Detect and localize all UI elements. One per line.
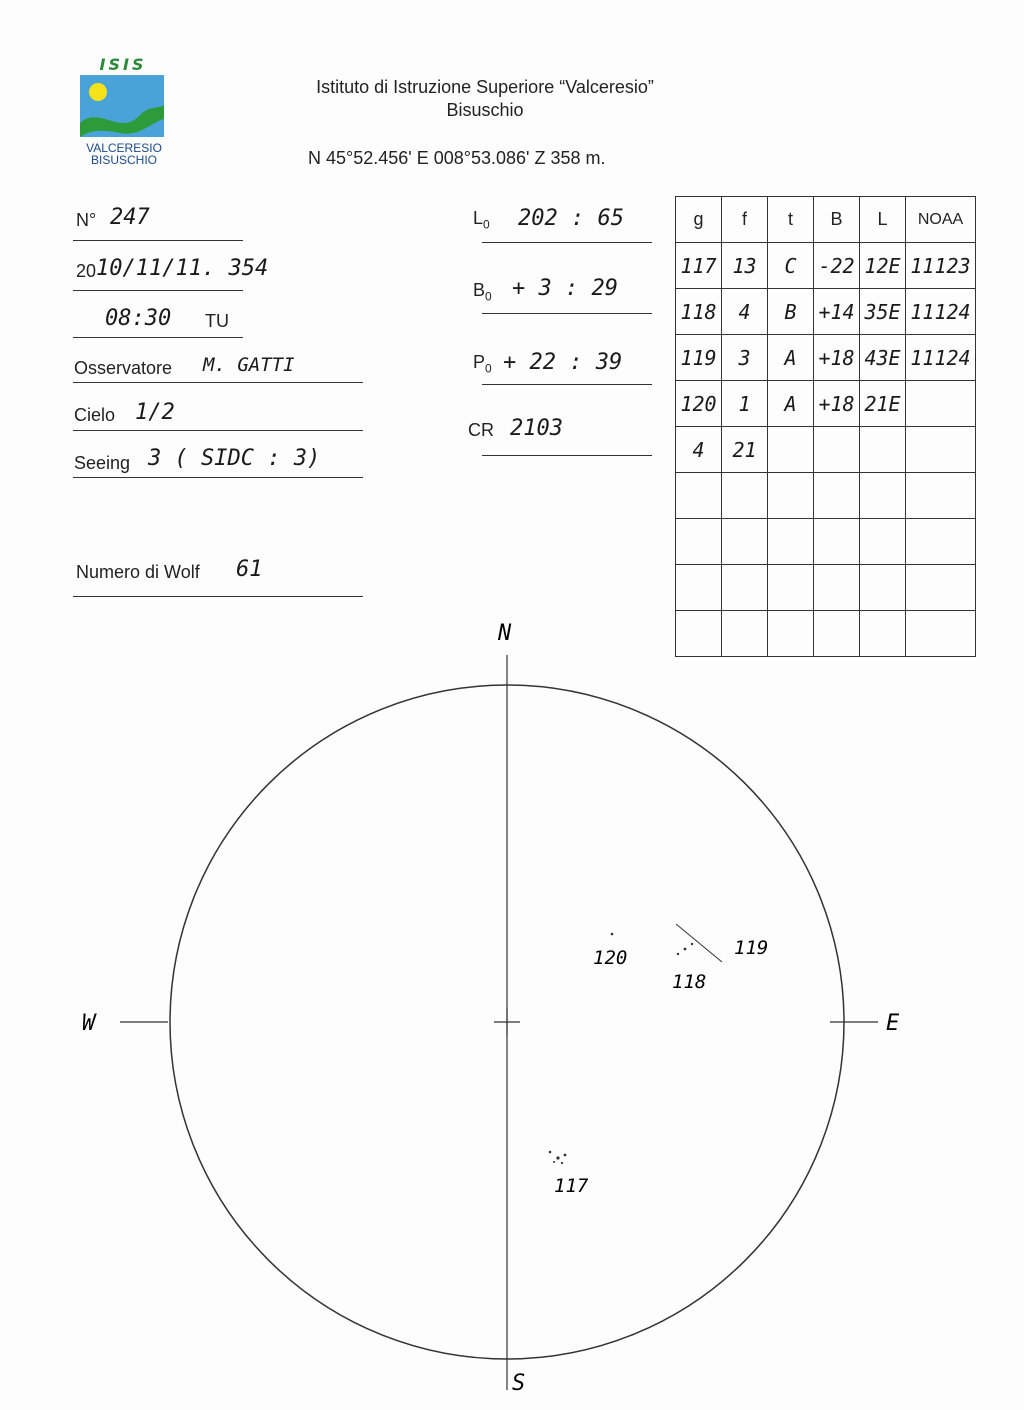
table-row: [676, 243, 976, 289]
table-cell-noaa: [906, 565, 976, 611]
group-117-spot: [549, 1151, 552, 1154]
group-label-118: 118: [672, 971, 707, 993]
table-cell-noaa: [906, 519, 976, 565]
group-label-119: 119: [734, 937, 769, 959]
wolf-value: 61: [236, 557, 263, 582]
east-label: E: [886, 1011, 900, 1036]
table-cell-t: [768, 473, 814, 519]
table-cell-f: 3: [722, 335, 768, 381]
table-cell-l: [860, 427, 906, 473]
sky-rule: [73, 430, 363, 431]
sky-value: 1/2: [135, 400, 175, 425]
table-cell-f: 21: [722, 427, 768, 473]
table-cell-g: [676, 473, 722, 519]
table-cell-t: A: [768, 335, 814, 381]
table-cell-b: +18: [814, 335, 860, 381]
cr-label: CR: [468, 420, 494, 440]
observer-value: M. GATTI: [203, 354, 295, 376]
table-cell-g: 117: [676, 243, 722, 289]
column-header-b: B: [814, 197, 860, 243]
date-value: 10/11/11. 354: [96, 256, 269, 281]
table-row: [676, 473, 976, 519]
table-cell-noaa: 11124: [906, 289, 976, 335]
south-label: S: [512, 1371, 526, 1396]
station-coordinates: N 45°52.456' E 008°53.086' Z 358 m.: [308, 148, 606, 168]
table-cell-t: B: [768, 289, 814, 335]
p0-rule: [482, 384, 652, 385]
table-cell-f: 1: [722, 381, 768, 427]
group-119-spot-line: [676, 924, 722, 962]
institute-town: Bisuschio: [446, 100, 524, 120]
table-cell-f: 4: [722, 289, 768, 335]
north-label: N: [498, 621, 512, 646]
table-cell-b: +18: [814, 381, 860, 427]
table-cell-t: A: [768, 381, 814, 427]
group-118-spot: [677, 953, 679, 955]
number-rule: [73, 240, 243, 241]
date-prefix: 20: [76, 261, 97, 281]
table-cell-g: [676, 519, 722, 565]
west-label: W: [82, 1011, 96, 1036]
observer-label: Osservatore: [74, 358, 173, 378]
l0-value: 202 : 65: [518, 206, 624, 231]
b0-label: $B_0$: [473, 280, 492, 304]
table-cell-l: 21E: [860, 381, 906, 427]
table-cell-noaa: [906, 473, 976, 519]
column-header-g: g: [676, 197, 722, 243]
table-cell-b: [814, 519, 860, 565]
table-row: [676, 289, 976, 335]
observer-rule: [73, 382, 363, 383]
table-row: [676, 427, 976, 473]
group-120-spot: [611, 933, 614, 936]
time-value: 08:30: [105, 306, 172, 331]
group-117-spot: [556, 1156, 559, 1159]
table-cell-l: 12E: [860, 243, 906, 289]
group-118-spot: [691, 943, 693, 945]
wolf-rule: [73, 596, 363, 597]
column-header-t: t: [768, 197, 814, 243]
table-cell-t: C: [768, 243, 814, 289]
group-label-117: 117: [554, 1175, 589, 1197]
b0-rule: [482, 313, 652, 314]
time-rule: [73, 337, 243, 338]
time-unit: TU: [205, 311, 229, 331]
number-value: 247: [110, 205, 150, 230]
isis-logo-mark: [80, 55, 166, 73]
institute-name: Istituto di Istruzione Superiore “Valceresio”: [316, 77, 654, 97]
group-117-spot: [553, 1161, 555, 1163]
p0-value: + 22 : 39: [503, 350, 623, 375]
table-cell-l: [860, 565, 906, 611]
sky-label: Cielo: [74, 405, 116, 425]
table-cell-l: [860, 519, 906, 565]
table-cell-g: 118: [676, 289, 722, 335]
table-cell-g: 120: [676, 381, 722, 427]
cr-value: 2103: [510, 416, 563, 441]
table-row: [676, 565, 976, 611]
logo-caption-1: VALCERESIO: [86, 141, 162, 155]
seeing-rule: [73, 477, 363, 478]
logo-emblem: [80, 75, 164, 193]
table-cell-f: 13: [722, 243, 768, 289]
table-cell-b: +14: [814, 289, 860, 335]
table-row: [676, 381, 976, 427]
date-rule: [73, 290, 243, 291]
logo-caption-2: BISUSCHIO: [90, 153, 157, 167]
table-cell-b: [814, 565, 860, 611]
table-cell-b: -22: [814, 243, 860, 289]
wolf-label: Numero di Wolf: [76, 562, 200, 582]
cr-rule: [482, 455, 652, 456]
column-header-noaa: NOAA: [906, 197, 976, 243]
column-header-f: f: [722, 197, 768, 243]
group-117-spot: [561, 1162, 563, 1164]
table-cell-l: [860, 473, 906, 519]
table-row: [676, 335, 976, 381]
column-header-l: L: [860, 197, 906, 243]
svg-text:ISIS: ISIS: [99, 55, 147, 73]
table-cell-f: [722, 519, 768, 565]
table-cell-g: 119: [676, 335, 722, 381]
l0-label: $L_0$: [473, 208, 490, 232]
b0-value: + 3 : 29: [512, 276, 618, 301]
l0-rule: [482, 242, 652, 243]
solar-disk-drawing: [80, 610, 980, 1410]
group-label-120: 120: [593, 947, 628, 969]
seeing-label: Seeing: [74, 453, 131, 473]
group-117-spot: [564, 1154, 567, 1157]
table-cell-t: [768, 565, 814, 611]
group-118-spot: [684, 948, 687, 951]
table-cell-f: [722, 473, 768, 519]
p0-label: $P_0$: [473, 352, 492, 376]
school-logo: [78, 55, 170, 170]
table-cell-noaa: 11123: [906, 243, 976, 289]
table-cell-t: [768, 427, 814, 473]
table-cell-b: [814, 473, 860, 519]
table-cell-f: [722, 565, 768, 611]
institute-header: [250, 76, 720, 122]
table-cell-b: [814, 427, 860, 473]
table-cell-noaa: 11124: [906, 335, 976, 381]
table-cell-g: [676, 565, 722, 611]
table-cell-l: 35E: [860, 289, 906, 335]
table-cell-g: 4: [676, 427, 722, 473]
seeing-value: 3 ( SIDC : 3): [148, 446, 321, 471]
table-cell-noaa: [906, 427, 976, 473]
sunspot-groups-table: [675, 196, 976, 657]
table-cell-l: 43E: [860, 335, 906, 381]
table-row: [676, 519, 976, 565]
table-header-row: [676, 197, 976, 243]
number-label: N°: [76, 210, 97, 230]
table-cell-noaa: [906, 381, 976, 427]
table-cell-t: [768, 519, 814, 565]
